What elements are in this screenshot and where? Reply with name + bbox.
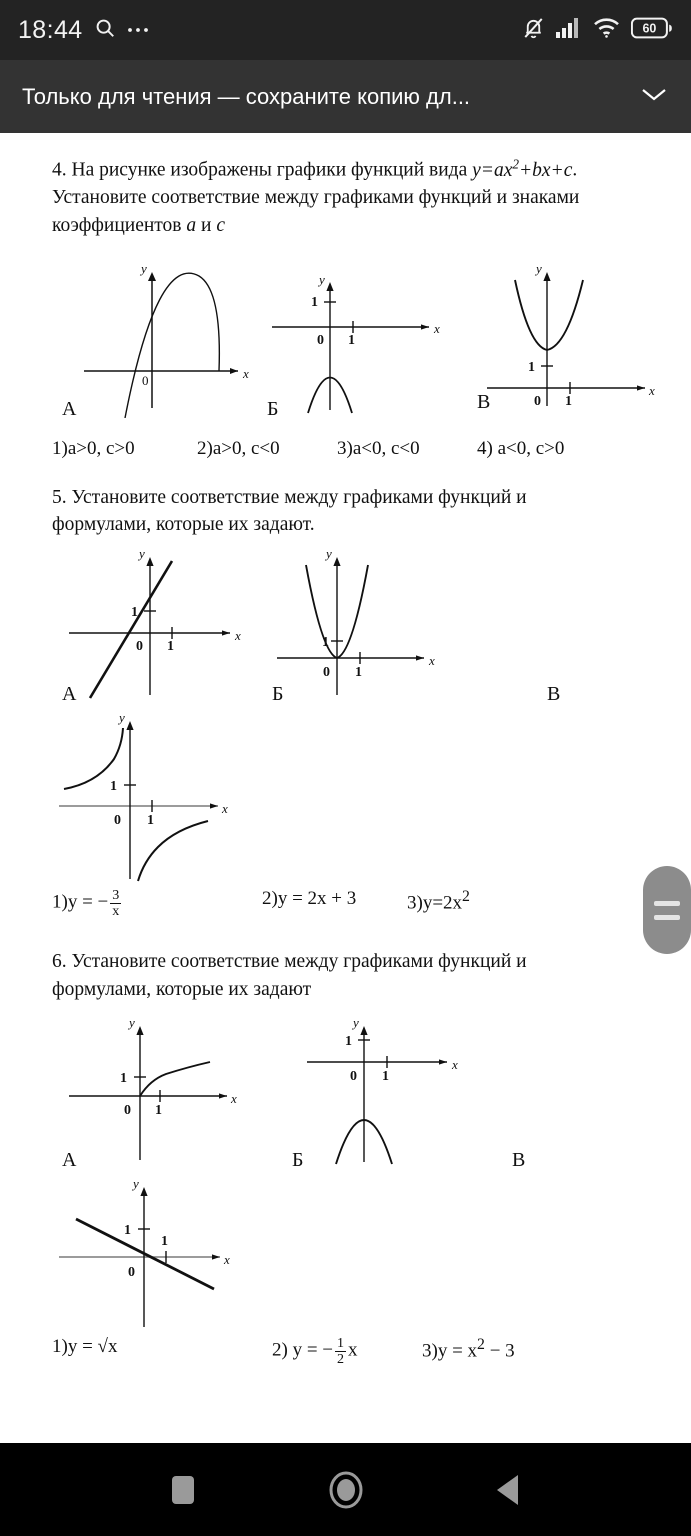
axis-label-x: x (222, 800, 228, 816)
axis-label-x: x (434, 320, 440, 336)
battery-level-text: 60 (642, 21, 657, 36)
axis-label-y: y (353, 1014, 359, 1030)
q4-option-1[interactable]: 1)a>0, c>0 (52, 437, 135, 459)
home-button[interactable] (326, 1470, 366, 1510)
graph-q5-B (272, 543, 462, 708)
axis-label-x: x (452, 1056, 458, 1072)
axis-tick-one-x: 1 (167, 638, 174, 654)
axis-tick-zero: 0 (323, 664, 330, 680)
q4-option-4[interactable]: 4) a<0, c>0 (477, 437, 565, 459)
floating-drag-handle[interactable] (643, 866, 691, 954)
question-6-text (52, 948, 632, 1003)
q4-line2: Установите соответствие между графиками функций и знаками (52, 187, 580, 209)
axis-tick-one-x: 1 (348, 332, 355, 348)
document-body (0, 133, 691, 1443)
q6-option-3-exponent: 2 (477, 1335, 485, 1353)
axis-label-x: x (243, 365, 249, 381)
axis-tick-one-y: 1 (124, 1222, 131, 1238)
axis-label-x: x (235, 627, 241, 643)
q4-coef-a: a (186, 214, 197, 236)
graph-q5-V (52, 711, 252, 891)
graph-q6-V-label: В (512, 1148, 526, 1171)
handle-bar-top (654, 901, 680, 906)
graph-q5-V-label: В (547, 682, 561, 705)
axis-tick-one-x: 1 (382, 1068, 389, 1084)
fraction-denominator: x (112, 902, 120, 919)
axis-tick-one-y: 1 (528, 359, 535, 375)
graph-q4-B (267, 270, 457, 425)
question-4-options (52, 438, 651, 460)
axis-label-y: y (536, 260, 542, 276)
question-5-figures-row2 (52, 711, 651, 886)
question-4-figures (52, 258, 655, 426)
android-navigation-bar (0, 1443, 691, 1536)
axis-tick-one-y: 1 (322, 634, 329, 650)
status-bar (0, 0, 691, 60)
q4-coef-c: c (216, 214, 225, 236)
q5-option-1[interactable] (52, 888, 262, 919)
q6-line1: 6. Установите соответствие между графиками функций и (52, 951, 527, 973)
q5-line1: 5. Установите соответствие между графиками функций и (52, 486, 527, 508)
readonly-banner-text: Только для чтения — сохраните копию дл... (22, 83, 471, 109)
axis-label-x: x (429, 652, 435, 668)
more-icon[interactable] (127, 21, 151, 39)
axis-label-x: x (231, 1090, 237, 1106)
q6-option-1[interactable]: 1)y = √x (52, 1335, 118, 1357)
graph-q6-A (62, 1014, 262, 1174)
chevron-down-icon[interactable] (639, 85, 669, 108)
wifi-icon (593, 17, 620, 43)
q6-option-2-fraction (335, 1336, 346, 1367)
q5-option-3[interactable] (407, 888, 470, 919)
axis-tick-zero: 0 (124, 1102, 131, 1118)
axis-tick-zero: 0 (350, 1068, 357, 1084)
axis-label-y: y (129, 1014, 135, 1030)
axis-label-y: y (141, 260, 147, 276)
axis-label-x: x (649, 382, 655, 398)
q6-option-2-suffix: x (348, 1339, 358, 1361)
axis-tick-one-y: 1 (131, 604, 138, 620)
q4-option-2[interactable]: 2)a>0, c<0 (197, 437, 280, 459)
graph-q5-B-label: Б (272, 682, 284, 705)
status-bar-left (18, 16, 151, 45)
axis-label-y: y (119, 710, 125, 725)
question-6-figures-row1 (52, 1014, 651, 1179)
graph-q6-B-label: Б (292, 1148, 304, 1171)
graph-q4-A-label: А (62, 397, 77, 420)
status-time: 18:44 (18, 15, 83, 44)
axis-tick-one-x: 1 (161, 1233, 168, 1249)
q6-option-3[interactable] (422, 1336, 515, 1367)
axis-label-x: x (224, 1251, 230, 1267)
axis-label-y: y (319, 271, 325, 287)
q6-line2: формулами, которые их задают (52, 979, 312, 1001)
fraction-denominator: 2 (337, 1350, 345, 1367)
graph-q4-V-label: В (477, 390, 491, 413)
axis-tick-zero: 0 (114, 812, 121, 828)
q5-line2: формулами, которые их задают. (52, 514, 315, 536)
readonly-banner[interactable] (0, 60, 691, 133)
search-icon[interactable] (94, 17, 116, 44)
q5-option-1-prefix: 1)y = − (52, 891, 109, 913)
graph-q4-V (477, 258, 667, 423)
status-bar-right (522, 16, 673, 45)
graph-q6-B (292, 1014, 492, 1174)
question-5-text (52, 484, 632, 539)
back-button[interactable] (494, 1473, 524, 1507)
question-5-options (52, 888, 651, 919)
graph-q5-A-label: А (62, 682, 77, 705)
q4-line1-lead: 4. На рисунке изображены графики функций вида (52, 159, 473, 181)
q4-option-3[interactable]: 3)a<0, c<0 (337, 437, 420, 459)
graph-q5-A (62, 543, 262, 708)
axis-label-y: y (133, 1178, 139, 1191)
question-6-options (52, 1336, 651, 1367)
q6-option-3-prefix: 3)y = x (422, 1340, 478, 1362)
q4-line3-lead: коэффициентов (52, 214, 187, 236)
recents-button[interactable] (168, 1473, 198, 1507)
axis-label-y: y (326, 545, 332, 561)
graph-q6-V (52, 1179, 262, 1339)
question-4-text (52, 155, 652, 240)
question-6-figures-row2 (52, 1179, 651, 1334)
q5-option-2[interactable]: 2)y = 2x + 3 (262, 887, 357, 909)
q4-line1-tail: . (572, 159, 578, 181)
axis-tick-zero: 0 (128, 1264, 135, 1280)
axis-tick-one-y: 1 (120, 1070, 127, 1086)
axis-tick-one-x: 1 (155, 1102, 162, 1118)
q6-option-2[interactable] (272, 1336, 422, 1367)
axis-tick-zero: 0 (136, 638, 143, 654)
axis-tick-one-x: 1 (355, 664, 362, 680)
axis-tick-zero: 0 (142, 372, 149, 388)
axis-tick-zero: 0 (317, 332, 324, 348)
q5-option-3-prefix: 3)y=2x (407, 892, 463, 914)
axis-label-y: y (139, 545, 145, 561)
fraction-numerator: 1 (337, 1334, 345, 1351)
handle-bar-bottom (654, 915, 680, 920)
graph-q6-A-label: А (62, 1148, 77, 1171)
axis-tick-one-y: 1 (110, 778, 117, 794)
q6-option-3-suffix: − 3 (484, 1340, 515, 1362)
fraction-numerator: 3 (112, 886, 120, 903)
graph-q4-B-label: Б (267, 397, 279, 420)
graph-q4-A (62, 258, 262, 423)
question-5-figures-row1 (52, 543, 651, 711)
axis-tick-one-y: 1 (345, 1033, 352, 1049)
q4-line3-mid: и (196, 214, 217, 236)
battery-icon (631, 17, 673, 44)
axis-tick-zero: 0 (534, 393, 541, 409)
bell-muted-icon (522, 16, 545, 45)
axis-tick-one-y: 1 (311, 294, 318, 310)
q6-option-2-prefix: 2) y = − (272, 1339, 334, 1361)
q5-option-1-fraction (110, 888, 121, 919)
axis-tick-one-x: 1 (565, 393, 572, 409)
axis-tick-one-x: 1 (147, 812, 154, 828)
q4-formula: $y=ax^2+bx+c$ (472, 156, 573, 181)
q5-option-3-exponent: 2 (462, 887, 470, 905)
signal-icon (556, 17, 582, 43)
